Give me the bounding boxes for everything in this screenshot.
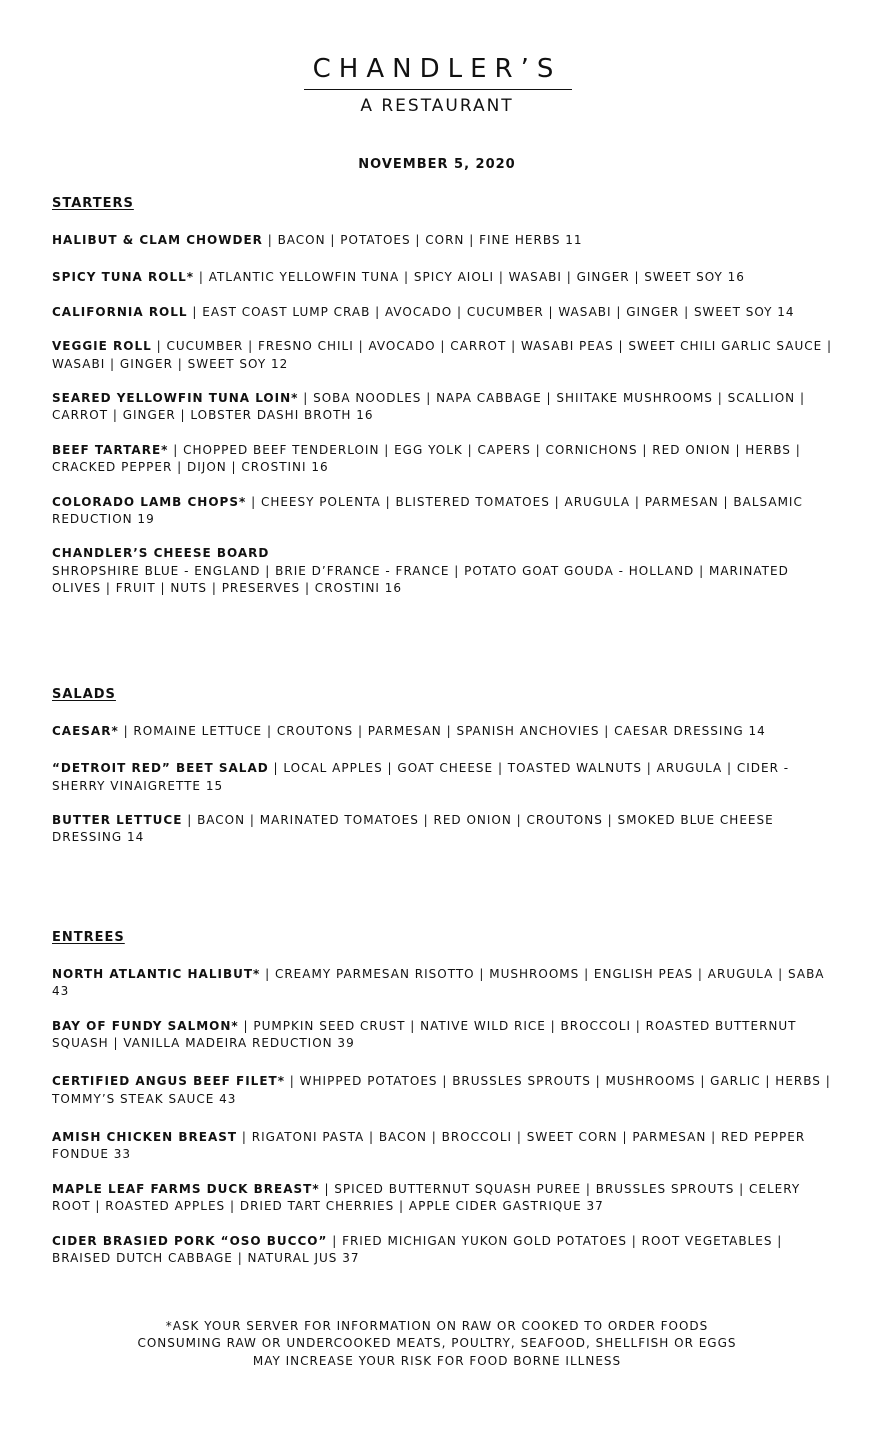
menu-item-name: CALIFORNIA ROLL <box>52 304 188 319</box>
food-safety-disclaimer <box>0 1318 874 1370</box>
salads-section <box>52 687 842 864</box>
menu-item-desc: | SOBA NOODLES | NAPA CABBAGE | SHIITAKE MUSHROOMS | SCALLION | CARROT | GINGER | LOBSTER DASHI BROTH 16 <box>52 391 805 423</box>
menu-item <box>52 269 842 286</box>
menu-item <box>52 545 842 597</box>
menu-item <box>52 1129 842 1164</box>
menu-item-name: CHANDLER’S CHEESE BOARD <box>52 546 270 561</box>
menu-item-desc: | FRIED MICHIGAN YUKON GOLD POTATOES | ROOT VEGETABLES | BRAISED DUTCH CABBAGE | NATURAL JUS 37 <box>52 1233 783 1265</box>
disclaimer-line: *ASK YOUR SERVER FOR INFORMATION ON RAW OR COOKED TO ORDER FOODS <box>165 1319 709 1333</box>
menu-item-name: CERTIFIED ANGUS BEEF FILET* <box>52 1074 285 1089</box>
menu-item <box>52 1233 842 1268</box>
menu-item-name: BAY OF FUNDY SALMON* <box>52 1018 239 1033</box>
disclaimer-line: MAY INCREASE YOUR RISK FOR FOOD BORNE ILLNESS <box>252 1353 622 1368</box>
menu-item <box>52 494 842 529</box>
menu-item <box>52 442 842 477</box>
menu-item-name: MAPLE LEAF FARMS DUCK BREAST* <box>52 1181 320 1196</box>
menu-item-name: SPICY TUNA ROLL* <box>52 270 195 285</box>
section-title-starters: STARTERS <box>52 196 134 211</box>
menu-item <box>52 723 842 740</box>
menu-item-desc: | CHOPPED BEEF TENDERLOIN | EGG YOLK | CAPERS | CORNICHONS | RED ONION | HERBS | CRACKED PEPPER | DIJON | CROSTINI 16 <box>52 442 801 475</box>
menu-item-desc: | ROMAINE LETTUCE | CROUTONS | PARMESAN | SPANISH ANCHOVIES | CAESAR DRESSING 14 <box>118 724 766 738</box>
menu-item-desc: SHROPSHIRE BLUE - ENGLAND | BRIE D’FRANCE - FRANCE | POTATO GOAT GOUDA - HOLLAND | MARINATED OLIVES | FRUIT | NUTS | PRESERVES | CROSTINI 16 <box>52 563 789 595</box>
menu-item-name: CAESAR* <box>52 724 119 738</box>
section-title-entrees: ENTREES <box>52 930 125 945</box>
disclaimer-line: CONSUMING RAW OR UNDERCOOKED MEATS, POULTRY, SEAFOOD, SHELLFISH OR EGGS <box>137 1336 737 1351</box>
section-title-salads: SALADS <box>52 687 116 702</box>
menu-item-desc: | LOCAL APPLES | GOAT CHEESE | TOASTED WALNUTS | ARUGULA | CIDER - SHERRY VINAIGRETTE 15 <box>52 761 790 793</box>
menu-item-name: VEGGIE ROLL <box>52 339 152 354</box>
menu-item <box>52 1073 842 1108</box>
menu-item-desc: | ATLANTIC YELLOWFIN TUNA | SPICY AIOLI | WASABI | GINGER | SWEET SOY 16 <box>194 270 745 285</box>
starters-section <box>52 196 842 614</box>
menu-item <box>52 760 842 795</box>
menu-item <box>52 1018 842 1053</box>
entrees-section <box>52 930 842 1284</box>
menu-item <box>52 966 842 1001</box>
menu-date: NOVEMBER 5, 2020 <box>358 157 516 172</box>
menu-item <box>52 338 842 373</box>
menu-item-desc: | WHIPPED POTATOES | BRUSSLES SPROUTS | MUSHROOMS | GARLIC | HERBS | TOMMY’S STEAK SAUCE 43 <box>52 1074 831 1106</box>
menu-item-desc: | CUCUMBER | FRESNO CHILI | AVOCADO | CARROT | WASABI PEAS | SWEET CHILI GARLIC SAUCE | WASABI | GINGER | SWEET SOY 12 <box>52 339 833 371</box>
menu-item-name: COLORADO LAMB CHOPS* <box>52 494 247 509</box>
restaurant-name-underline <box>304 89 572 90</box>
menu-item-name: BUTTER LETTUCE <box>52 813 183 828</box>
menu-item <box>52 304 842 321</box>
menu-item-name: HALIBUT & CLAM CHOWDER <box>52 233 263 247</box>
menu-item <box>52 232 842 249</box>
menu-item-name: SEARED YELLOWFIN TUNA LOIN* <box>52 391 299 406</box>
menu-item <box>52 1181 842 1216</box>
menu-item-desc: | BACON | MARINATED TOMATOES | RED ONION | CROUTONS | SMOKED BLUE CHEESE DRESSING 14 <box>52 813 774 845</box>
menu-item-name: CIDER BRASIED PORK “OSO BUCCO” <box>52 1233 328 1248</box>
menu-item-desc: | RIGATONI PASTA | BACON | BROCCOLI | SWEET CORN | PARMESAN | RED PEPPER FONDUE 33 <box>52 1129 806 1162</box>
restaurant-tagline: A RESTAURANT <box>360 96 514 116</box>
menu-item-name: BEEF TARTARE* <box>52 442 169 457</box>
menu-item-name: NORTH ATLANTIC HALIBUT* <box>52 967 261 981</box>
menu-item-desc: | PUMPKIN SEED CRUST | NATIVE WILD RICE | BROCCOLI | ROASTED BUTTERNUT SQUASH | VANILLA MADEIRA REDUCTION 39 <box>52 1018 797 1051</box>
menu-item <box>52 812 842 847</box>
menu-item-desc: | CHEESY POLENTA | BLISTERED TOMATOES | ARUGULA | PARMESAN | BALSAMIC REDUCTION 19 <box>52 494 803 526</box>
menu-item-desc: | EAST COAST LUMP CRAB | AVOCADO | CUCUMBER | WASABI | GINGER | SWEET SOY 14 <box>187 304 795 319</box>
menu-item-desc: | SPICED BUTTERNUT SQUASH PUREE | BRUSSLES SPROUTS | CELERY ROOT | ROASTED APPLES | DRIED TART CHERRIES | APPLE CIDER GASTRIQUE 37 <box>52 1181 801 1214</box>
menu-item-name: “DETROIT RED” BEET SALAD <box>52 761 269 776</box>
menu-item <box>52 390 842 425</box>
restaurant-name: CHANDLER’S <box>312 54 562 84</box>
menu-item-desc: | BACON | POTATOES | CORN | FINE HERBS 11 <box>262 233 583 247</box>
menu-item-name: AMISH CHICKEN BREAST <box>52 1129 238 1144</box>
menu-item-desc: | CREAMY PARMESAN RISOTTO | MUSHROOMS | ENGLISH PEAS | ARUGULA | SABA 43 <box>52 967 825 999</box>
